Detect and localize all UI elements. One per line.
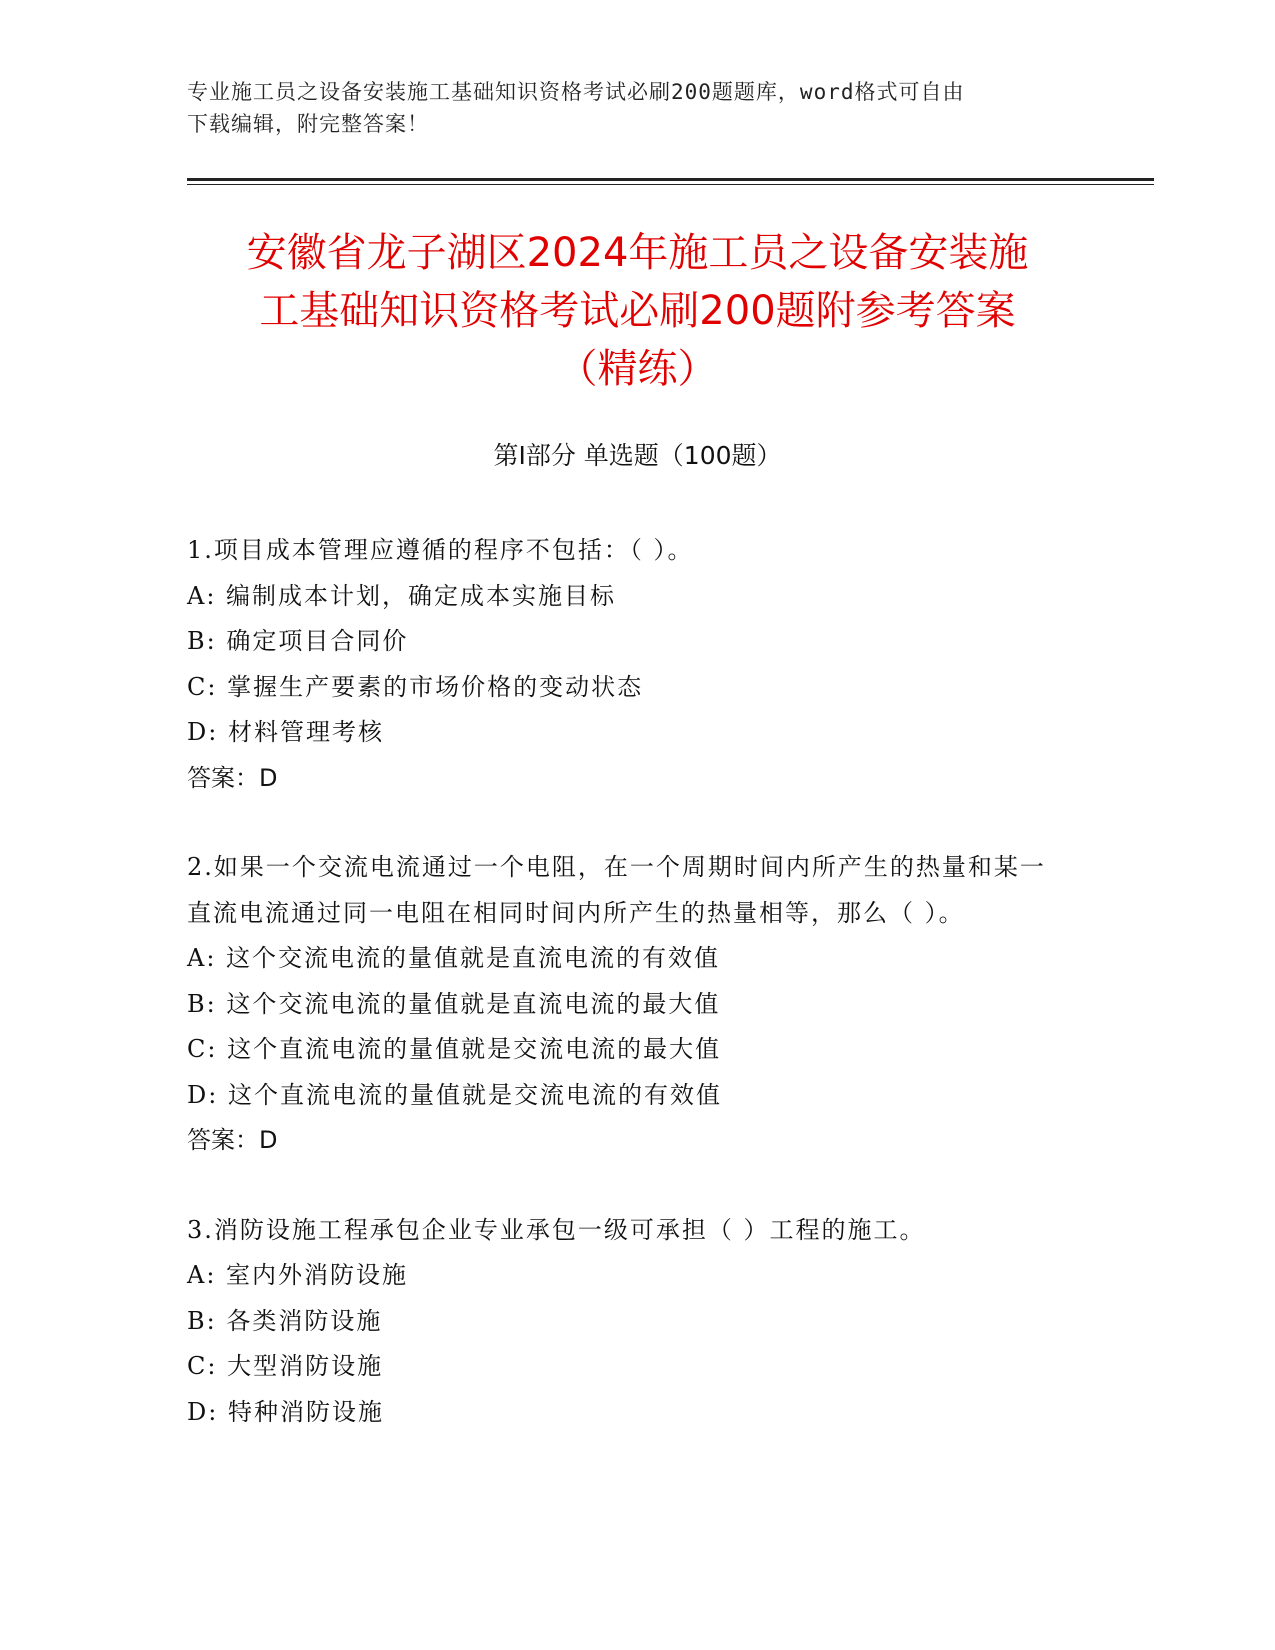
document-title-line-3: （精练）: [557, 346, 718, 392]
question-2: [187, 845, 1087, 1164]
option-a: A: 室内外消防设施: [187, 1261, 409, 1289]
option-c: C: 大型消防设施: [187, 1352, 384, 1380]
document-title-line-1: 安徽省龙子湖区2024年施工员之设备安装施: [246, 230, 1029, 276]
option-a: A: 编制成本计划，确定成本实施目标: [187, 581, 617, 610]
answer-label: 答案：D: [187, 1126, 278, 1154]
section-title: 第Ⅰ部分 单选题（100题）: [493, 441, 782, 470]
option-b: B: 确定项目合同价: [187, 627, 409, 655]
option-b: B: 各类消防设施: [187, 1306, 383, 1335]
question-stem: 3.消防设施工程承包企业专业承包一级可承担（ ）工程的施工。: [187, 1215, 926, 1244]
header-note-line-2: 下载编辑，附完整答案！: [187, 112, 429, 136]
question-stem: 2.如果一个交流电流通过一个电阻，在一个周期时间内所产生的热量和某一直流电流通过同一电阻在相同时间内所产生的热量相等，那么（ ）。: [187, 853, 1046, 927]
header-rule-thick: [187, 178, 1154, 181]
question-stem: 1.项目成本管理应遵循的程序不包括：（ ）。: [187, 536, 694, 564]
option-d: D: 特种消防设施: [187, 1397, 384, 1426]
question-list: [187, 528, 1087, 1479]
option-d: D: 这个直流电流的量值就是交流电流的有效值: [187, 1080, 722, 1109]
document-title: [160, 224, 1115, 398]
option-d: D: 材料管理考核: [187, 718, 384, 746]
answer-label: 答案：D: [187, 763, 278, 792]
document-title-line-2: 工基础知识资格考试必刷200题附参考答案: [259, 288, 1016, 334]
question-3: [187, 1208, 1087, 1436]
question-1: [187, 528, 1087, 801]
option-b: B: 这个交流电流的量值就是直流电流的最大值: [187, 989, 721, 1018]
option-c: C: 这个直流电流的量值就是交流电流的最大值: [187, 1035, 722, 1063]
header-note: [187, 76, 1067, 140]
option-c: C: 掌握生产要素的市场价格的变动状态: [187, 672, 644, 701]
option-a: A: 这个交流电流的量值就是直流电流的有效值: [187, 944, 721, 972]
header-note-line-1: 专业施工员之设备安装施工基础知识资格考试必刷200题题库，word格式可自由: [187, 80, 965, 104]
header-rule-thin: [187, 184, 1154, 185]
